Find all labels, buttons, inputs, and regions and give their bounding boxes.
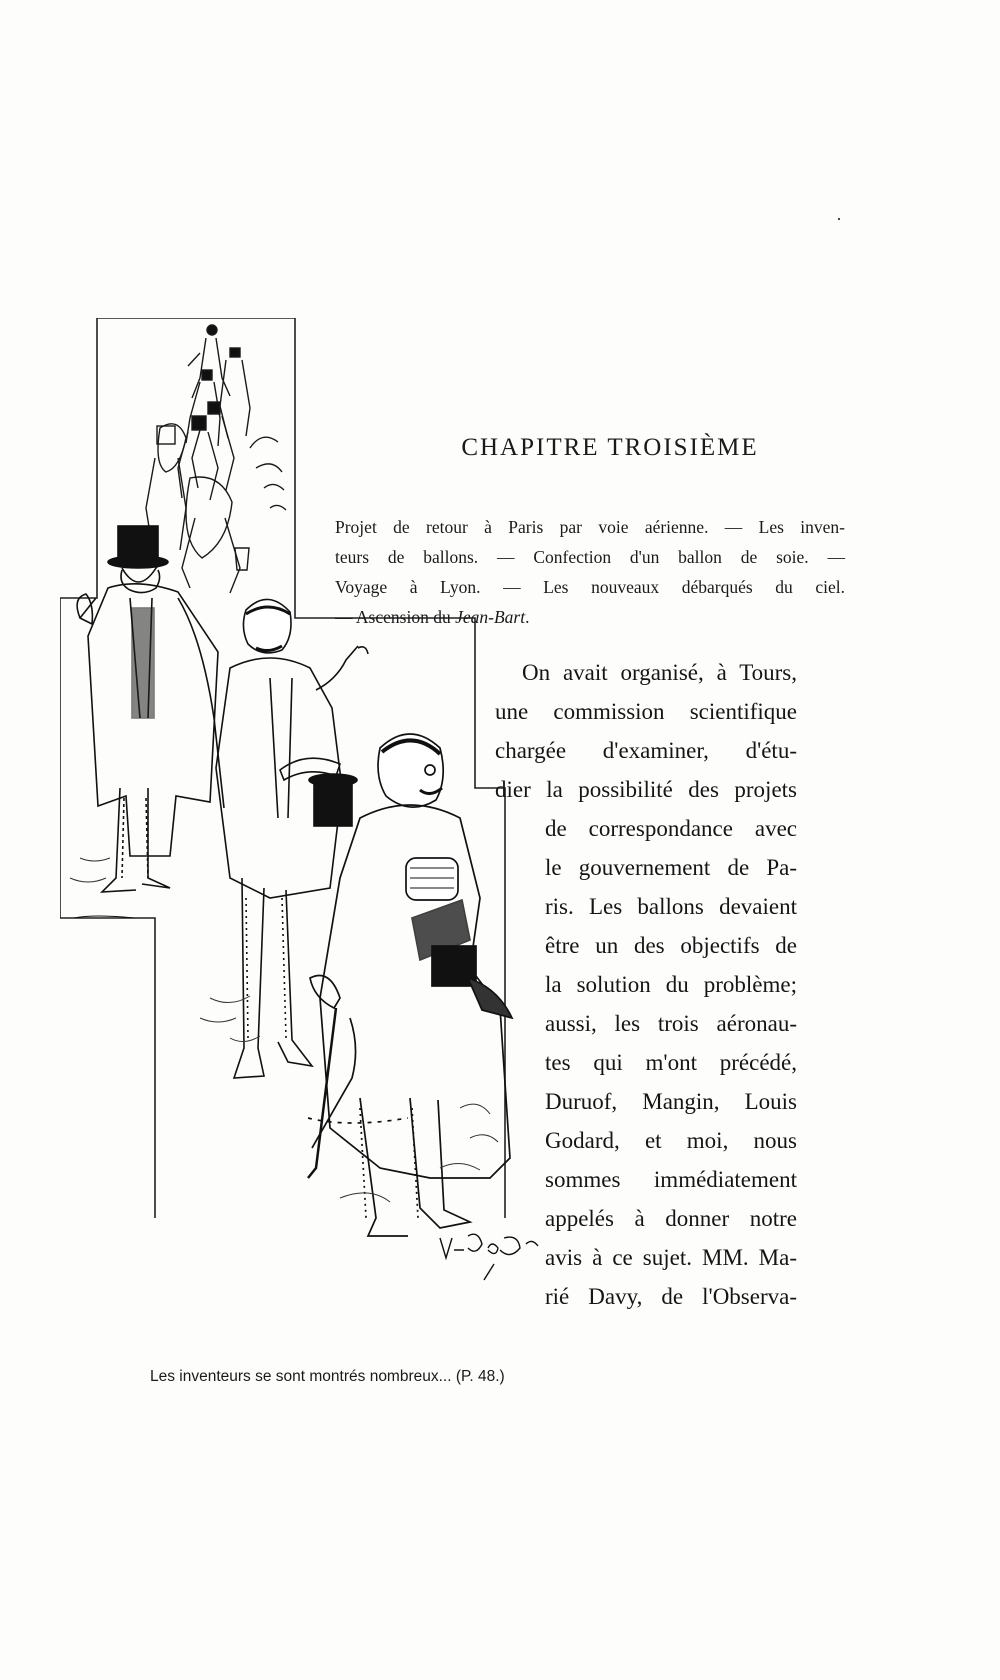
body-line: chargée d'examiner, d'étu- — [495, 738, 797, 763]
chapter-title: CHAPITRE TROISIÈME — [461, 434, 759, 461]
body-line: le gouvernement de Pa- — [545, 855, 797, 880]
summary-last-suffix: . — [525, 607, 530, 627]
illustration-caption: Les inventeurs se sont montrés nombreux... (P. 48.) — [150, 1368, 505, 1385]
body-line: une commission scientifique — [495, 699, 797, 724]
body-line: Godard, et moi, nous — [545, 1128, 797, 1153]
body-line: sommes immédiatement — [545, 1167, 797, 1192]
ship-name-italic: Jean-Bart — [455, 607, 526, 627]
body-line: rié Davy, de l'Observa- — [545, 1284, 797, 1309]
summary-line: Projet de retour à Paris par voie aérienne. — Les inven- — [335, 517, 845, 537]
summary-line: Voyage à Lyon. — Les nouveaux débarqués du ciel. — [335, 577, 845, 597]
body-line: Duruof, Mangin, Louis — [545, 1089, 797, 1114]
body-line: On avait organisé, à Tours, — [522, 660, 797, 685]
body-line: la solution du problème; — [545, 972, 797, 997]
body-line: être un des objectifs de — [545, 933, 797, 958]
summary-last-prefix: — Ascension du — [335, 607, 456, 627]
body-line: ris. Les ballons devaient — [545, 894, 797, 919]
body-line: appelés à donner notre — [545, 1206, 797, 1231]
body-line: de correspondance avec — [545, 816, 797, 841]
summary-line: teurs de ballons. — Confection d'un ballon de soie. — — [335, 547, 845, 567]
body-line: aussi, les trois aéronau- — [545, 1011, 797, 1036]
body-line: tes qui m'ont précédé, — [545, 1050, 797, 1075]
body-line: avis à ce sujet. MM. Ma- — [545, 1245, 797, 1270]
body-line: dier la possibilité des projets — [495, 777, 797, 802]
